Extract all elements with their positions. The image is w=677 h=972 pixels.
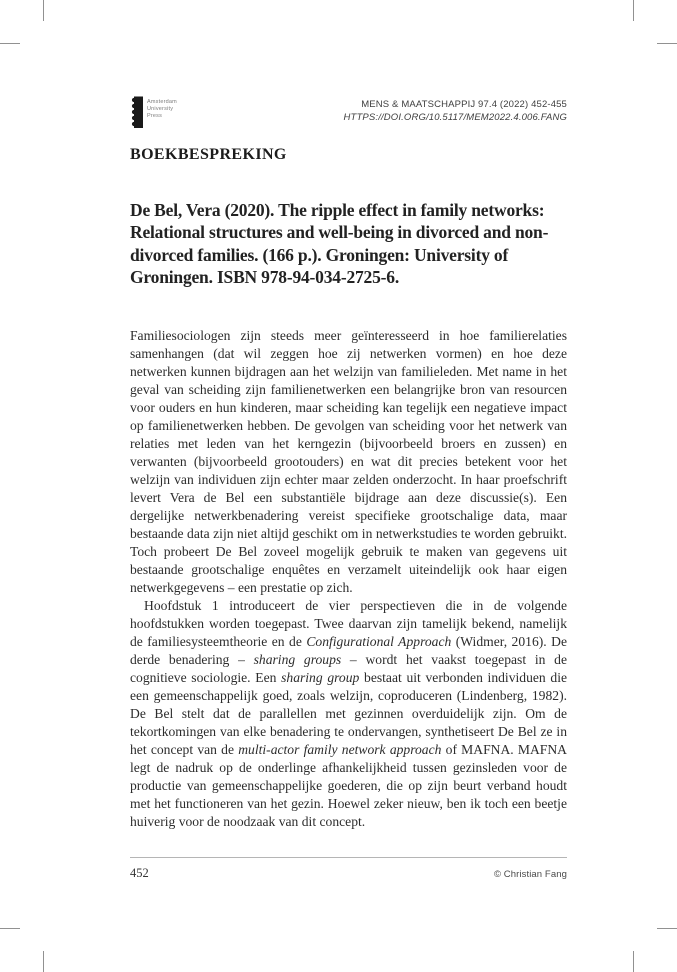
crop-mark-top-left-horizontal [0, 43, 20, 44]
page-number: 452 [130, 866, 149, 880]
text-segment: – wordt het vaakst toegepast in de cognitieve sociologie. Een [130, 652, 567, 685]
book-title: De Bel, Vera (2020). The ripple effect in family networks: Relational structures and well-being in divorced and non-divorced families. (166 p.). Groningen: University of Groningen. ISBN 978-94-034-2725-6. [130, 200, 549, 288]
section-heading: BOEKBESPREKING [130, 146, 287, 163]
page-header [130, 96, 567, 134]
paragraph [130, 327, 567, 597]
italic-phrase: multi-actor family network approach [238, 742, 442, 757]
text-segment: (Widmer, 2016). De derde benadering – [130, 634, 567, 667]
journal-info [344, 96, 567, 124]
italic-phrase: sharing groups [253, 652, 342, 667]
body-text [130, 327, 567, 831]
paragraph [130, 597, 567, 831]
italic-phrase: sharing group [281, 670, 360, 685]
publisher-block [130, 96, 177, 134]
copyright-notice: © Christian Fang [493, 869, 567, 880]
text-segment: bestaat uit verbonden individuen die een gemeenschappelijk goed, zoals welzijn, coproduceren (Lindenberg, 1982). De Bel stelt dat de parallellen met gezinnen overduidelijk zijn. Om de tekortkomingen van elke benadering te ondervangen, synthetiseert De Bel ze in het concept van de [130, 670, 567, 757]
crop-mark-bottom-right-horizontal [657, 928, 677, 929]
text-segment: of MAFNA. MAFNA legt de nadruk op de onderlinge afhankelijkheid tussen gezinsleden voor de productie van gemeenschappelijke goederen, die op zijn beurt verband houdt met het functioneren van het gezin. Hoewel zeker nieuw, ben ik toch een beetje huiverig voor de noodzaak van dit concept. [130, 742, 567, 829]
page-content [130, 0, 567, 972]
italic-phrase: Configurational Approach [306, 634, 452, 649]
aup-publisher-logo-icon [130, 96, 143, 134]
page-footer [130, 866, 567, 881]
crop-mark-top-left-vertical [43, 0, 44, 21]
crop-mark-bottom-left-vertical [43, 951, 44, 972]
crop-mark-top-right-vertical [633, 0, 634, 21]
crop-mark-bottom-left-horizontal [0, 928, 20, 929]
text-segment: Familiesociologen zijn steeds meer geïnteresseerd in hoe familierelaties samenhangen (dat wil zeggen hoe zij netwerken vormen) en hoe deze netwerken kunnen bijdragen aan het welzijn van familieleden. Met name in het geval van scheiding zijn familienetwerken een belangrijke bron van resourcen voor ouders en hun kinderen, maar scheiding kan tegelijk een negatieve impact op familienetwerken hebben. De gevolgen van scheiding voor het netwerk van relaties met leden van het kerngezin (bijvoorbeeld broers en zussen) en verwanten (bijvoorbeeld grootouders) en wat dit precies betekent voor het welzijn van individuen zijn echter maar zelden onderzocht. In haar proefschrift levert Vera de Bel een substantiële bijdrage aan deze discussie(s). Een dergelijke netwerkbenadering vereist specifieke grootschalige data, maar bestaande data zijn niet altijd geschikt om in netwerkstudies te worden gebruikt. Toch probeert De Bel zoveel mogelijk gebruik te maken van gegevens uit bestaande grootschalige enquêtes en verzamelt uiteindelijk ook haar eigen netwerkgegevens – een prestatie op zich. [130, 328, 567, 595]
crop-mark-top-right-horizontal [657, 43, 677, 44]
doi-text: HTTPS://DOI.ORG/10.5117/MEM2022.4.006.FANG [343, 112, 567, 123]
text-segment: Hoofdstuk 1 introduceert de vier perspectieven die in de volgende hoofdstukken worden toegepast. Twee daarvan zijn tamelijk bekend, namelijk de familiesysteemtheorie en de [130, 598, 567, 649]
footer-rule [130, 857, 567, 858]
publisher-name: Amsterdam University Press [147, 99, 177, 119]
journal-citation: MENS & MAATSCHAPPIJ 97.4 (2022) 452-455 [361, 99, 567, 110]
crop-mark-bottom-right-vertical [633, 951, 634, 972]
